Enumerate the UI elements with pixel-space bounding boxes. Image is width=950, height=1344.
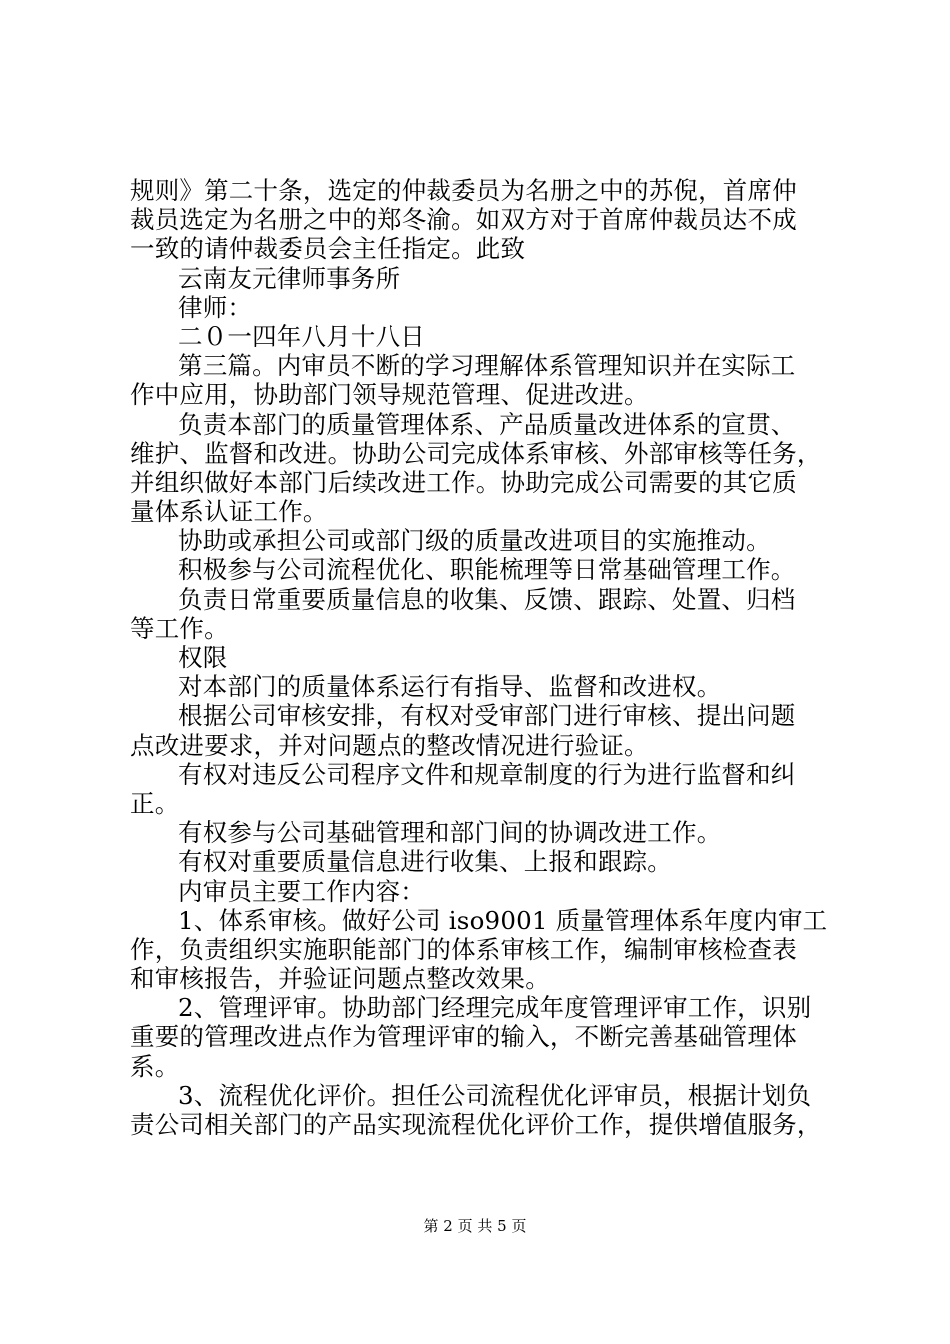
document-line: 系。	[130, 1051, 180, 1081]
document-line: 量体系认证工作。	[130, 497, 328, 527]
document-line: 负责日常重要质量信息的收集、反馈、跟踪、处置、归档	[178, 584, 796, 614]
document-line: 2、管理评审。协助部门经理完成年度管理评审工作，识别	[178, 993, 812, 1023]
document-line: 根据公司审核安排，有权对受审部门进行审核、提出问题	[178, 701, 796, 731]
document-line: 作，负责组织实施职能部门的体系审核工作，编制审核检查表	[130, 934, 797, 964]
document-line: 点改进要求，并对问题点的整改情况进行验证。	[130, 730, 649, 760]
document-line: 和审核报告，并验证问题点整改效果。	[130, 964, 550, 994]
document-line: 协助或承担公司或部门级的质量改进项目的实施推动。	[178, 526, 771, 556]
page-footer: 第 2 页 共 5 页	[423, 1217, 527, 1235]
document-line: 云南友元律师事务所	[178, 263, 401, 293]
document-line: 1、体系审核。做好公司 iso9001 质量管理体系年度内审工	[178, 905, 828, 935]
document-line: 一致的请仲裁委员会主任指定。此致	[130, 234, 526, 264]
document-line: 二０一四年八月十八日	[178, 321, 425, 351]
document-line: 并组织做好本部门后续改进工作。协助完成公司需要的其它质	[130, 467, 797, 497]
document-line: 有权对重要质量信息进行收集、上报和跟踪。	[178, 847, 672, 877]
document-line: 等工作。	[130, 613, 229, 643]
document-line: 作中应用，协助部门领导规范管理、促进改进。	[130, 380, 649, 410]
document-body	[130, 176, 830, 1139]
document-line: 有权参与公司基础管理和部门间的协调改进工作。	[178, 818, 722, 848]
document-line: 责公司相关部门的产品实现流程优化评价工作，提供增值服务，	[130, 1110, 822, 1139]
document-line: 积极参与公司流程优化、职能梳理等日常基础管理工作。	[178, 555, 796, 585]
document-line: 对本部门的质量体系运行有指导、监督和改进权。	[178, 672, 722, 702]
document-line: 内审员主要工作内容：	[178, 876, 425, 906]
document-line: 维护、监督和改进。协助公司完成体系审核、外部审核等任务，	[130, 438, 822, 468]
document-line: 重要的管理改进点作为管理评审的输入，不断完善基础管理体	[130, 1022, 797, 1052]
document-line: 负责本部门的质量管理体系、产品质量改进体系的宣贯、	[178, 409, 796, 439]
document-line: 有权对违反公司程序文件和规章制度的行为进行监督和纠	[178, 759, 796, 789]
document-line: 正。	[130, 788, 180, 818]
document-line: 规则》第二十条，选定的仲裁委员为名册之中的苏倪，首席仲	[130, 176, 797, 205]
document-line: 律师：	[178, 292, 253, 322]
document-line: 权限	[178, 643, 228, 672]
document-line: 3、流程优化评价。担任公司流程优化评审员，根据计划负	[178, 1080, 812, 1110]
document-line: 第三篇。内审员不断的学习理解体系管理知识并在实际工	[178, 351, 796, 381]
document-line: 裁员选定为名册之中的郑冬渝。如双方对于首席仲裁员达不成	[130, 205, 797, 235]
